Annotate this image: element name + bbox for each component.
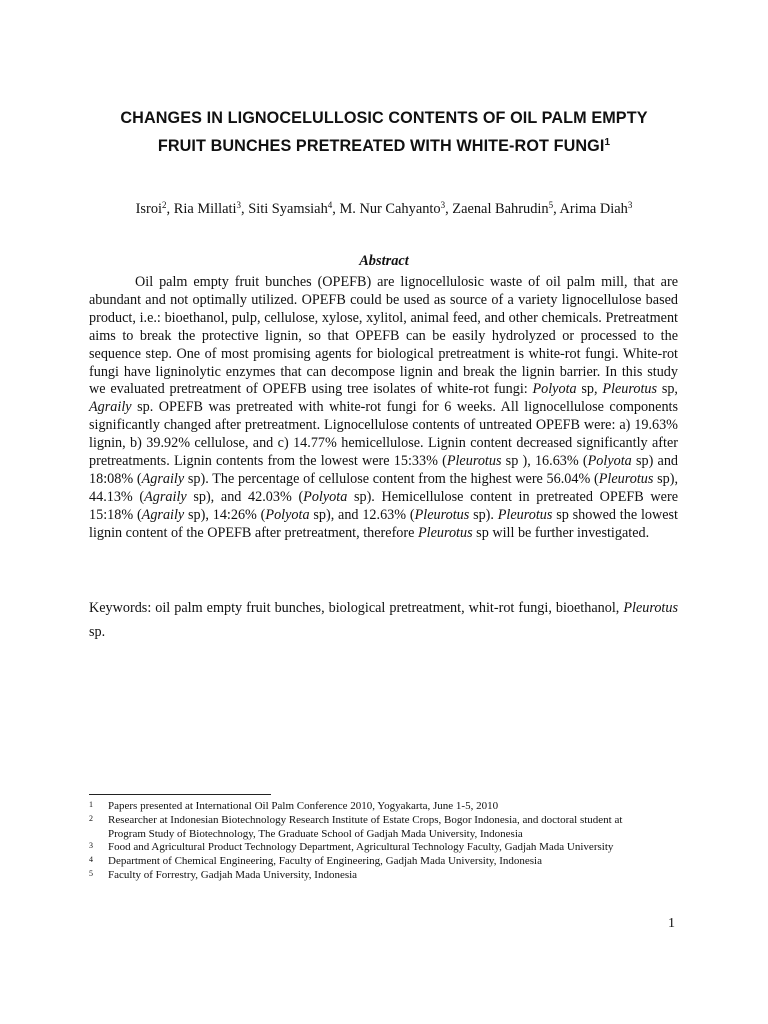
species-name: Agraily	[141, 470, 185, 487]
author-name: Ria Millati	[173, 201, 237, 217]
species-name: Polyota	[587, 453, 632, 470]
footnotes	[89, 800, 649, 883]
keywords-text: Keywords: oil palm empty fruit bunches, biological pretreatment, whit-rot fungi, bioethanol,	[89, 600, 624, 616]
species-name: Pleurotus	[414, 506, 470, 523]
species-name: Polyota	[532, 381, 577, 398]
author-name: Arima Diah	[559, 201, 628, 217]
footnote	[89, 855, 649, 869]
page-number: 1	[668, 916, 675, 931]
species-name: Agraily	[144, 488, 187, 505]
title-line-2	[60, 132, 708, 160]
abstract-text: sp showed the lowest lignin content of the OPEFB after pretreatment, therefore	[89, 506, 678, 541]
species-name: Pleurotus	[598, 470, 654, 487]
footnote	[89, 869, 649, 883]
footnote-number: 2	[89, 813, 93, 823]
paper-title	[60, 104, 708, 160]
author-name: Isroi	[135, 201, 163, 217]
footnote	[89, 814, 649, 842]
abstract-text: sp,	[657, 381, 678, 398]
footnote-number: 3	[89, 841, 93, 851]
species-name: Agraily	[89, 399, 132, 416]
title-footnote-mark: 1	[604, 137, 611, 148]
footnote	[89, 841, 649, 855]
abstract-text: sp) and 18:08% (	[89, 453, 679, 487]
footnote-number: 1	[89, 800, 93, 809]
title-line-2-text: FRUIT BUNCHES PRETREATED WITH WHITE-ROT FUNGI	[157, 137, 605, 155]
author-list	[60, 199, 708, 219]
author-separator: ,	[241, 201, 249, 217]
author-separator: ,	[332, 201, 340, 217]
keyword-species: Pleurotus	[623, 600, 678, 616]
species-name: Pleurotus	[446, 453, 502, 470]
abstract-body	[89, 274, 678, 543]
abstract-heading: Abstract	[359, 253, 409, 269]
author	[452, 201, 559, 217]
footnote-text: Food and Agricultural Product Technology Department, Agricultural Technology Faculty, Gadjah Mada University	[108, 841, 614, 854]
author	[339, 201, 452, 217]
author-name: M. Nur Cahyanto	[339, 201, 441, 217]
keywords-tail: sp.	[89, 624, 106, 640]
footnote-text: Papers presented at International Oil Palm Conference 2010, Yogyakarta, June 1-5, 2010	[108, 800, 499, 812]
author-separator: ,	[553, 201, 560, 217]
footnote	[89, 800, 649, 814]
author	[174, 201, 248, 217]
abstract-text: sp).	[469, 506, 498, 523]
author-separator: ,	[166, 201, 174, 217]
author-affiliation-mark: 3	[627, 200, 633, 210]
abstract-text: sp will be further investigated.	[472, 524, 650, 541]
footnote-text: Researcher at Indonesian Biotechnology Research Institute of Estate Crops, Bogor Indonesia, and doctoral student at Program Study of Biotechnology, The Graduate School of Gadjah Mada University, Indonesia	[108, 813, 623, 840]
footnote-text: Department of Chemical Engineering, Faculty of Engineering, Gadjah Mada University, Indonesia	[108, 855, 542, 868]
author-affiliation-mark: 2	[162, 200, 167, 210]
author-name: Zaenal Bahrudin	[452, 201, 549, 217]
species-name: Pleurotus	[497, 506, 553, 523]
abstract-text: Oil palm empty fruit bunches (OPEFB) are lignocellulosic waste of oil palm mill, that are abundant and not optimally utilized. OPEFB could be used as source of a variety lignocellulose based product, i.e.: bioethanol, pulp, cellulose, xylose, xylitol, animal feed, and other chemicals. Pretreatment aims to break the protective lignin, so that OPEFB can be easily hydrolyzed or processed to the sequence step. One of most promising agents for biological pretreatment is white-rot fungi. White-rot fungi have ligninolytic enzymes that can decompose lignin and break the lignin barrier. In this study we evaluated pretreatment of OPEFB using tree isolates of white-rot fungi:	[89, 274, 678, 398]
author	[560, 201, 633, 217]
species-name: Pleurotus	[417, 524, 473, 541]
abstract-text: sp,	[576, 381, 603, 398]
author-affiliation-mark: 5	[548, 200, 554, 210]
abstract-text: sp). Hemicellulose content in pretreated OPEFB were 15:18% (	[89, 488, 678, 523]
author-affiliation-mark: 4	[327, 200, 333, 210]
abstract-text: sp). The percentage of cellulose content from the highest were 56.04% (	[184, 470, 599, 487]
keywords	[89, 596, 678, 644]
abstract-text: sp), 14:26% (	[184, 506, 266, 523]
author-affiliation-mark: 3	[236, 200, 241, 210]
footnote-number: 4	[89, 855, 93, 865]
abstract-text: sp), and 12.63% (	[309, 506, 415, 523]
species-name: Pleurotus	[602, 381, 658, 398]
author-affiliation-mark: 3	[440, 200, 446, 210]
abstract-text: sp ), 16.63% (	[501, 453, 588, 470]
species-name: Polyota	[303, 488, 348, 505]
author	[136, 201, 174, 217]
title-line-1: CHANGES IN LIGNOCELULLOSIC CONTENTS OF OIL PALM EMPTY	[120, 109, 648, 127]
footnote-text: Faculty of Forrestry, Gadjah Mada University, Indonesia	[108, 868, 358, 881]
abstract-text: sp), 44.13% (	[89, 470, 678, 505]
author-separator: ,	[445, 201, 453, 217]
abstract-text: sp), and 42.03% (	[186, 488, 304, 505]
author-name: Siti Syamsiah	[248, 201, 328, 217]
species-name: Agraily	[141, 506, 185, 523]
footnote-number: 5	[89, 868, 93, 878]
species-name: Polyota	[265, 506, 310, 523]
footnote-divider	[89, 794, 271, 795]
author	[248, 201, 339, 217]
abstract-text: sp. OPEFB was pretreated with white-rot fungi for 6 weeks. All lignocellulose components significantly changed after pretreatment. Lignocellulose contents of untreated OPEFB were: a) 19.63% lignin, b) 39.92% cellulose, and c) 14.77% hemicellulose. Lignin content decreased significantly after pretreatments. Lignin contents from the lowest were 15:33% (	[89, 399, 678, 470]
